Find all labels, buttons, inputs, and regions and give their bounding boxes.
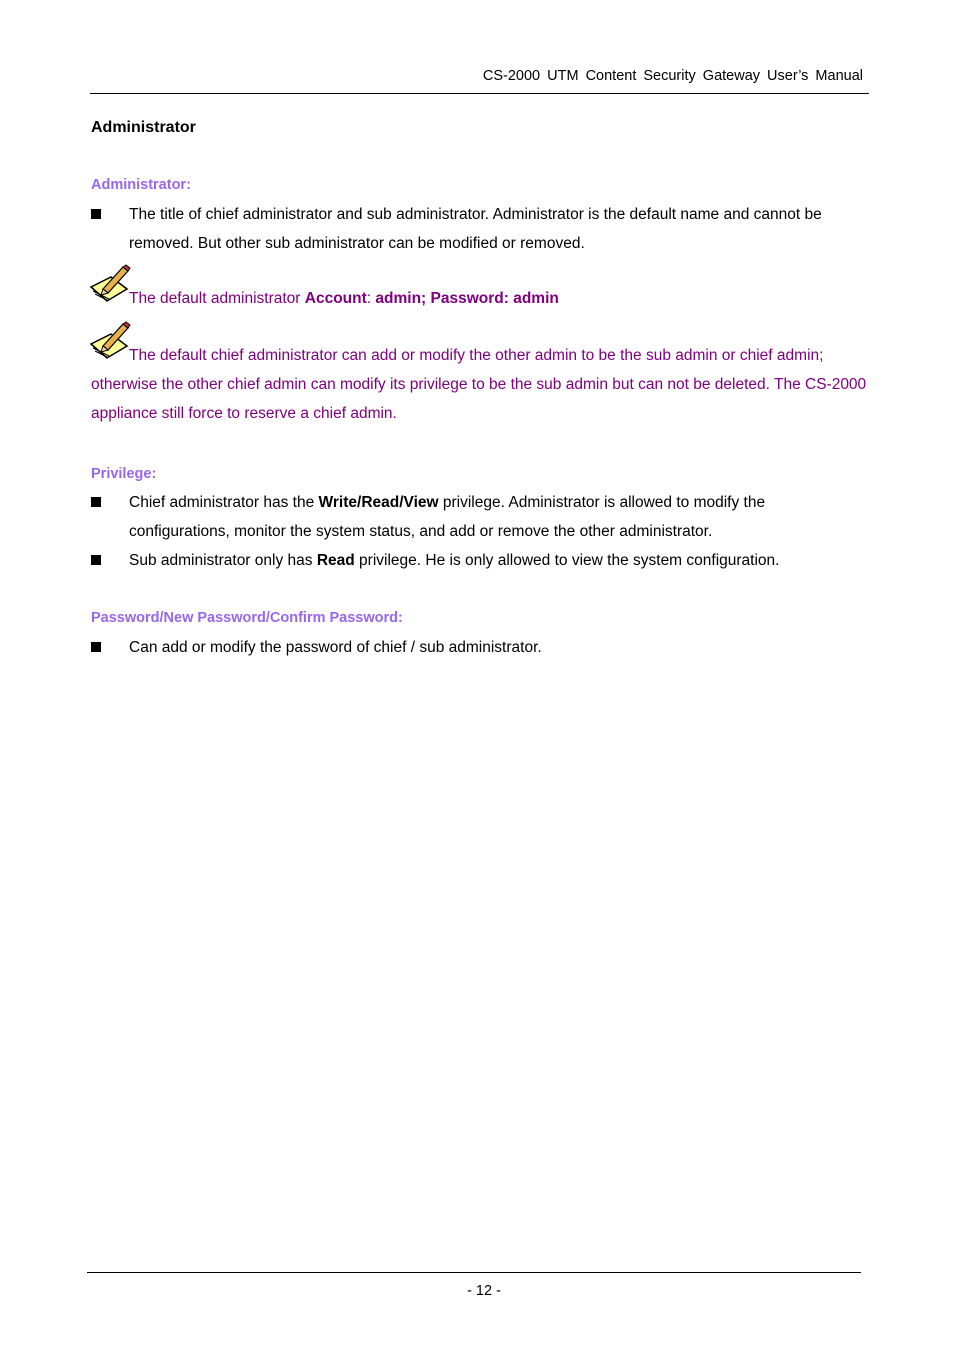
- page-number: - 12 -: [467, 1283, 501, 1299]
- privilege-label: Privilege:: [91, 466, 157, 482]
- note2-text: The default chief administrator can add or modify the other admin to be the sub admin or chief admin; otherwise the other chief admin can modify its privilege to be the sub admin but can not be deleted. The CS-2000 appliance still force to reserve a chief admin.: [91, 347, 867, 422]
- password-bullet-text: Can add or modify the password of chief / sub administrator.: [129, 639, 542, 656]
- header-divider: [90, 93, 869, 94]
- note1-credentials: admin; Password: admin: [375, 290, 559, 307]
- bullet-marker: [91, 209, 101, 219]
- notepad-pencil-icon: [89, 263, 129, 303]
- bullet-marker: [91, 497, 101, 507]
- privilege-bullet2-post: privilege. He is only allowed to view the system configuration.: [354, 552, 780, 569]
- administrator-label: Administrator:: [91, 177, 191, 193]
- privilege-bullet2-pre: Sub administrator only has: [129, 552, 317, 569]
- note1-prefix: The default administrator: [129, 290, 305, 307]
- password-label: Password/New Password/Confirm Password:: [91, 610, 403, 626]
- privilege-bullet1-bold: Write/Read/View: [318, 494, 439, 511]
- note1-separator: :: [366, 290, 376, 307]
- header-title: CS-2000 UTM Content Security Gateway User’s Manual: [482, 68, 863, 84]
- bullet-marker: [91, 642, 101, 652]
- notepad-pencil-icon: [89, 320, 129, 360]
- privilege-bullet1-post: privilege. Administrator is allowed to modify the configurations, monitor the system status, and add or remove the other administrator.: [129, 494, 766, 540]
- bullet-marker: [91, 555, 101, 565]
- privilege-bullet-chief: [129, 488, 869, 546]
- section-title: Administrator: [91, 119, 196, 136]
- note1-account-label: Account: [304, 290, 367, 307]
- administrator-bullet-text: The title of chief administrator and sub administrator. Administrator is the default name and cannot be removed. But other sub administrator can be modified or removed.: [129, 206, 822, 252]
- note-default-account: [91, 284, 871, 313]
- privilege-bullet-sub: [129, 546, 869, 575]
- privilege-bullet1-pre: Chief administrator has the: [129, 494, 319, 511]
- footer-divider: [87, 1272, 861, 1273]
- note-chief-admin: [91, 341, 871, 428]
- privilege-bullet2-bold: Read: [316, 552, 355, 569]
